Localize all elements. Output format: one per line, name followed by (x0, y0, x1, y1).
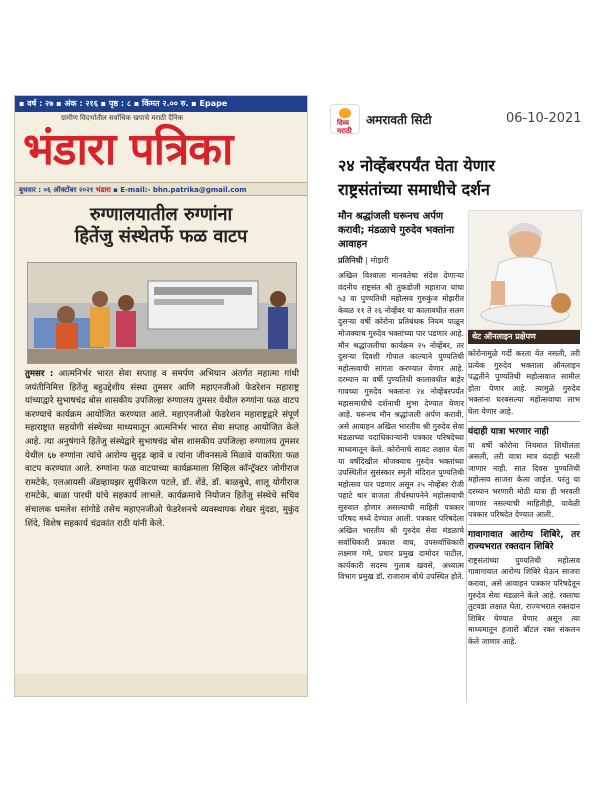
section2-title: यंदाही यात्रा भरणार नाही (468, 426, 549, 437)
dateline-bar (15, 182, 307, 196)
clipping-bottom-edge (15, 674, 307, 696)
photo-illustration (28, 263, 296, 363)
paper-city: भंडारा (95, 186, 111, 194)
byline: प्रतिनिधी | मोझरी (338, 256, 389, 265)
edition-city: अमरावती सिटी (366, 113, 432, 127)
col2-intro: कोरोनामुळे गर्दी करता येत नसली, तरी प्रत्येक गुरुदेव भक्ताला ऑनलाइन पद्धतीने पुण्यतिथी महोत्सवात सामील होता येणार आहे. त्यामुळे गुरुदेव भक्तांना घरबसल्या महोत्सवाचा लाभ घेता येणार आहे. (468, 349, 580, 416)
paper-date: बुधवार : ०६ ऑक्टोंबर २०२१ (19, 186, 94, 194)
portrait-illustration (469, 211, 581, 329)
fruit-distribution-photo (27, 262, 297, 364)
subhead-block (338, 210, 464, 266)
right-article-header (330, 104, 600, 134)
paper-email: ▪ E-mail:- bhn.patrika@gmail.com (113, 186, 247, 194)
left-headline-line2: हितेंजु संस्थेतर्फे फळ वाटप (74, 226, 248, 247)
left-body-text: आत्मनिर्भर भारत सेवा सप्ताह व समर्पण अभियान अंतर्गत महात्मा गांधी जयंतीनिमित्त हितेंजु बहुउद्देशीय संस्था तुमसर आणि महाएनजीओ फेडरेशन महाराष्ट्र यांच्याद्वारे सुभाषचंद्र बोस शासकीय उपजिल्हा रुग्णालय तुमसर येथील रुग्णांना फळ वाटप करण्याचे कार्यक्रम आयोजित करण्यात आले. महाएनजीओ फेडरेशन महाराष्ट्रद्वारे संपूर्ण महाराष्ट्रात सहयोगी संस्थेच्या माध्यमातून आत्मनिर्भर भारत सेवा सप्ताह आयोजित केले आहे. त्या अनुषंगाने हितेंजु संस्थेद्वारे सुभाषचंद्र बोस शासकीय उपजिल्हा रुग्णालय तुमसर येथील ६७ रुग्णांना त्यांचे आरोग्य सुदृढ व्हावे व त्यांना जीवनसत्वे मिळावे याकरिता फळ वाटप करण्यात आले. रुग्णांना फळ वाटपाच्या कार्यक्रमाला सिव्हिल कॉन्ट्रॅक्टर जोगीराज रामटेके, एलआयसी ॲडव्हायझर सुर्यकिरण पटले, डॉ. शेंडे, डॉ. बाळबुधे, शालू योगीराज रामटेके, बाळा पारधी यांचे सहकार्य लाभले. कार्यक्रमाचे नियोजन हितेंजु संस्थेचे सचिव संचालक धमलेश सांगोडे तसेच महाएनजीओ फेडरेशनचे व्यवस्थापक शेखर मुंदडा, मुकुंद शिंदे, विशेष सहकार्य चंद्रकांत राठी यांनी केले. (25, 369, 300, 529)
right-headline (338, 154, 598, 202)
left-body-dateline: तुमसर : (25, 369, 54, 379)
column-divider (466, 270, 467, 702)
byline-place: मोझरी (370, 256, 389, 265)
paper-masthead: भंडारा पत्रिका (23, 124, 233, 175)
right-column-1: अखिल विश्वाला मानवतेचा संदेश देणाऱ्या वंदनीय राष्ट्रसंत श्री तुकडोजी महाराज यांचा ५३ वा पुण्यतिथी महोत्सव गुरुकुंज मोझरीत केवळ ११ ते २६ नोव्हेंबर या कालावधीत सलग दुसऱ्या वर्षी कोरोना प्रतिबंधक नियम पाळून मोजक्याच गुरुदेव भक्तांच्या पार पडणार आहे. मौन श्रद्धांजलीचा कार्यक्रम २५ नोव्हेंबर, तर दुसऱ्या दिवशी गोपाल काल्याने पुण्यतिथी महोत्सवाची सांगता करण्यात येणार आहे. दरम्यान या वर्षी पुण्यतिथी कालावधीत बाहेर गावच्या गुरुदेव भक्तांना २४ नोव्हेंबरपर्यंत महासमाधीचे दर्शनाची मुभा देण्यात येणार आहे. घरूनच मौन श्रद्धांजली अर्पण करावी, असे आवाहन अखिल भारतीय श्री गुरुदेव सेवा मंडळाच्या पदाधिकाऱ्यांनी पत्रकार परिषदेच्या माध्यमातून केले. कोरोनाचे सावट लक्षात घेता या वर्षीदेखील मोजक्याच गुरुदेव भक्तांच्या उपस्थितीत सुसंस्कार स्मृती मंदिरात पुण्यतिथी महोत्सव पार पडणार असून २५ नोव्हेंबर रोजी पहाटे चार वाजता तीर्थस्थापनेने महोत्सवाची सुरुवात होणार असल्याची माहिती पत्रकार परिषद मध्ये देण्यात आली. पत्रकार परिषदेला अखिल भारतीय श्री गुरुदेव सेवा मंडळाचे सर्वाधिकारी प्रकाश वाघ, उपसर्वाधिकारी लक्ष्मण गमे, प्रचार प्रमुख दामोदर पाटील, कार्यकारी सदस्य गुलाब खवसे, अध्यात्म विभाग प्रमुख डॉ. राजाराम बोथे उपस्थित होते. (338, 271, 464, 582)
logo-flame-icon (339, 108, 351, 118)
right-headline-line1: २४ नोव्हेंबरपर्यंत घेता येणार (338, 156, 495, 175)
section3-body: राष्ट्रसंतांच्या पुण्यतिथी महोत्सव गावागावात आरोग्य शिबिरे घेऊन साजरा करावा, असे आवाहन पत्रकार परिषदेतून गुरुदेव सेवा मंडळाने केले आहे. रक्ताचा तुटवडा लक्षात घेता, राज्यभरात रक्तदान शिबिर घेण्यात येणार असून त्या माध्यमातून हजारो बॉटल रक्त संकलन केले जाणार आहे. (468, 555, 580, 646)
right-subhead: मौन श्रद्धांजली घरूनच अर्पण करावी; मंडळाचे गुरुदेव भक्तांना आवाहन (338, 211, 455, 250)
section3-title: गावागावात आरोग्य शिबिरे, तर राज्यभरात रक्तदान शिबिरे (468, 529, 580, 552)
section-divider (468, 524, 580, 525)
logo-text: दिव्य मराठी (337, 119, 352, 135)
right-column-2 (468, 348, 580, 647)
saint-portrait (468, 210, 582, 330)
portrait-caption: थेट ऑनलाइन प्रक्षेपण (468, 330, 580, 344)
left-headline-line1: रुग्णालयातील रुग्णांना (89, 204, 233, 225)
left-headline (25, 204, 297, 248)
issue-info-strip: ▪ वर्ष : २७ ▪ अंक : २१६ ▪ पृष्ठ : ८ ▪ किंमत २.०० रु. ▪ Epape (15, 96, 307, 112)
section2-body: या वर्षी कोरोना नियमात शिथीलता असली, तरी यात्रा मात्र यंदाही भरली जाणार नाही. सात दिवस पुण्यतिथी महोत्सव साजरा केला जाईल. परंतु या दरम्यान भरणारी मोठी यात्रा ही भरवली जाणार नसल्याची माहितीही, यावेळी पत्रकार परिषदेत देण्यात आली. (468, 440, 580, 520)
edition-date: 06-10-2021 (506, 111, 582, 126)
paper-tagline: ग्रामीण विदर्भातील सर्वाधिक खपाचे मराठी दैनिक (61, 114, 184, 122)
byline-label: प्रतिनिधी (338, 256, 363, 265)
section-divider (468, 421, 580, 422)
divya-marathi-logo (330, 104, 360, 134)
right-headline-line2: राष्ट्रसंतांच्या समाधीचे दर्शन (338, 180, 490, 199)
left-newspaper-clipping (14, 95, 308, 697)
left-article-body (25, 368, 299, 531)
